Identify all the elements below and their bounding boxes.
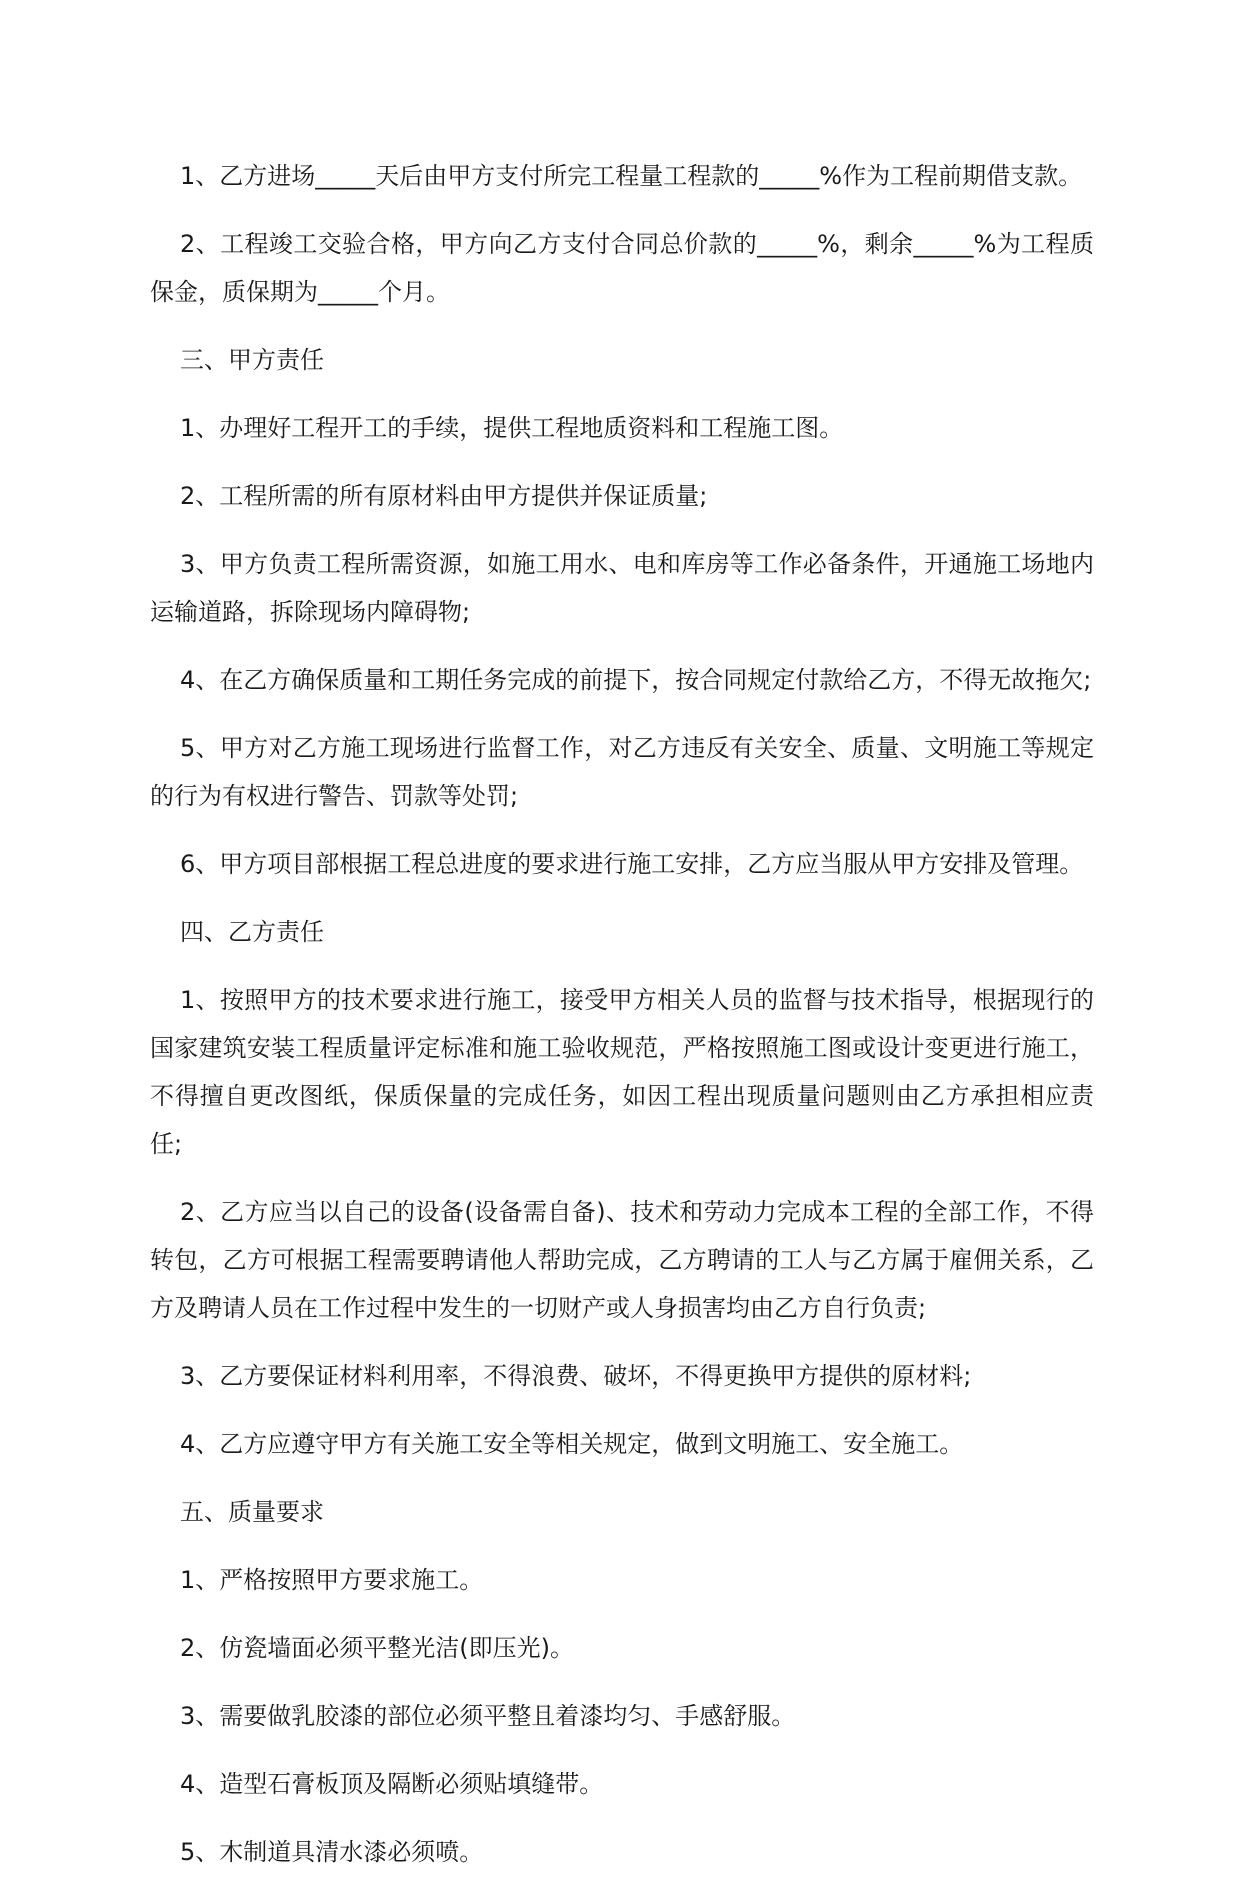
- quality-requirement-5: 5、木制道具清水漆必须喷。: [180, 1838, 484, 1866]
- quality-requirement-3: 3、需要做乳胶漆的部位必须平整且着漆均匀、手感舒服。: [180, 1702, 796, 1730]
- party-b-duty-2: 2、乙方应当以自己的设备(设备需自备)、技术和劳动力完成本工程的全部工作，不得转包，乙方可根据工程需要聘请他人帮助完成，乙方聘请的工人与乙方属于雇佣关系，乙方及聘请人员在工作过程中发生的一切财产或人身损害均由乙方自行负责;: [150, 1198, 1094, 1322]
- document-body: [150, 152, 1094, 1896]
- payment-clause-2: 2、工程竣工交验合格，甲方向乙方支付合同总价款的_____%，剩余_____%为工程质保金，质保期为_____个月。: [150, 230, 1094, 306]
- section-title-quality-requirements: 五、质量要求: [180, 1498, 324, 1526]
- section-title-party-a-duties: 三、甲方责任: [180, 346, 324, 374]
- party-a-duty-6: 6、甲方项目部根据工程总进度的要求进行施工安排，乙方应当服从甲方安排及管理。: [180, 850, 1084, 878]
- party-b-duty-1: 1、按照甲方的技术要求进行施工，接受甲方相关人员的监督与技术指导，根据现行的国家建筑安装工程质量评定标准和施工验收规范，严格按照施工图或设计变更进行施工，不得擅自更改图纸，保质保量的完成任务，如因工程出现质量问题则由乙方承担相应责任;: [150, 986, 1094, 1158]
- payment-clause-1: 1、乙方进场_____天后由甲方支付所完工程量工程款的_____%作为工程前期借支款。: [180, 162, 1083, 190]
- quality-requirement-1: 1、严格按照甲方要求施工。: [180, 1566, 484, 1594]
- quality-requirement-4: 4、造型石膏板顶及隔断必须贴填缝带。: [180, 1770, 604, 1798]
- party-a-duty-5: 5、甲方对乙方施工现场进行监督工作，对乙方违反有关安全、质量、文明施工等规定的行为有权进行警告、罚款等处罚;: [150, 734, 1094, 810]
- party-a-duty-1: 1、办理好工程开工的手续，提供工程地质资料和工程施工图。: [180, 414, 844, 442]
- party-b-duty-4: 4、乙方应遵守甲方有关施工安全等相关规定，做到文明施工、安全施工。: [180, 1430, 964, 1458]
- party-b-duty-3: 3、乙方要保证材料利用率，不得浪费、破坏，不得更换甲方提供的原材料;: [180, 1362, 972, 1390]
- party-a-duty-2: 2、工程所需的所有原材料由甲方提供并保证质量;: [180, 482, 708, 510]
- party-a-duty-3: 3、甲方负责工程所需资源，如施工用水、电和库房等工作必备条件，开通施工场地内运输道路，拆除现场内障碍物;: [150, 550, 1094, 626]
- party-a-duty-4: 4、在乙方确保质量和工期任务完成的前提下，按合同规定付款给乙方，不得无故拖欠;: [180, 666, 1092, 694]
- quality-requirement-2: 2、仿瓷墙面必须平整光洁(即压光)。: [180, 1634, 574, 1662]
- section-title-party-b-duties: 四、乙方责任: [180, 918, 324, 946]
